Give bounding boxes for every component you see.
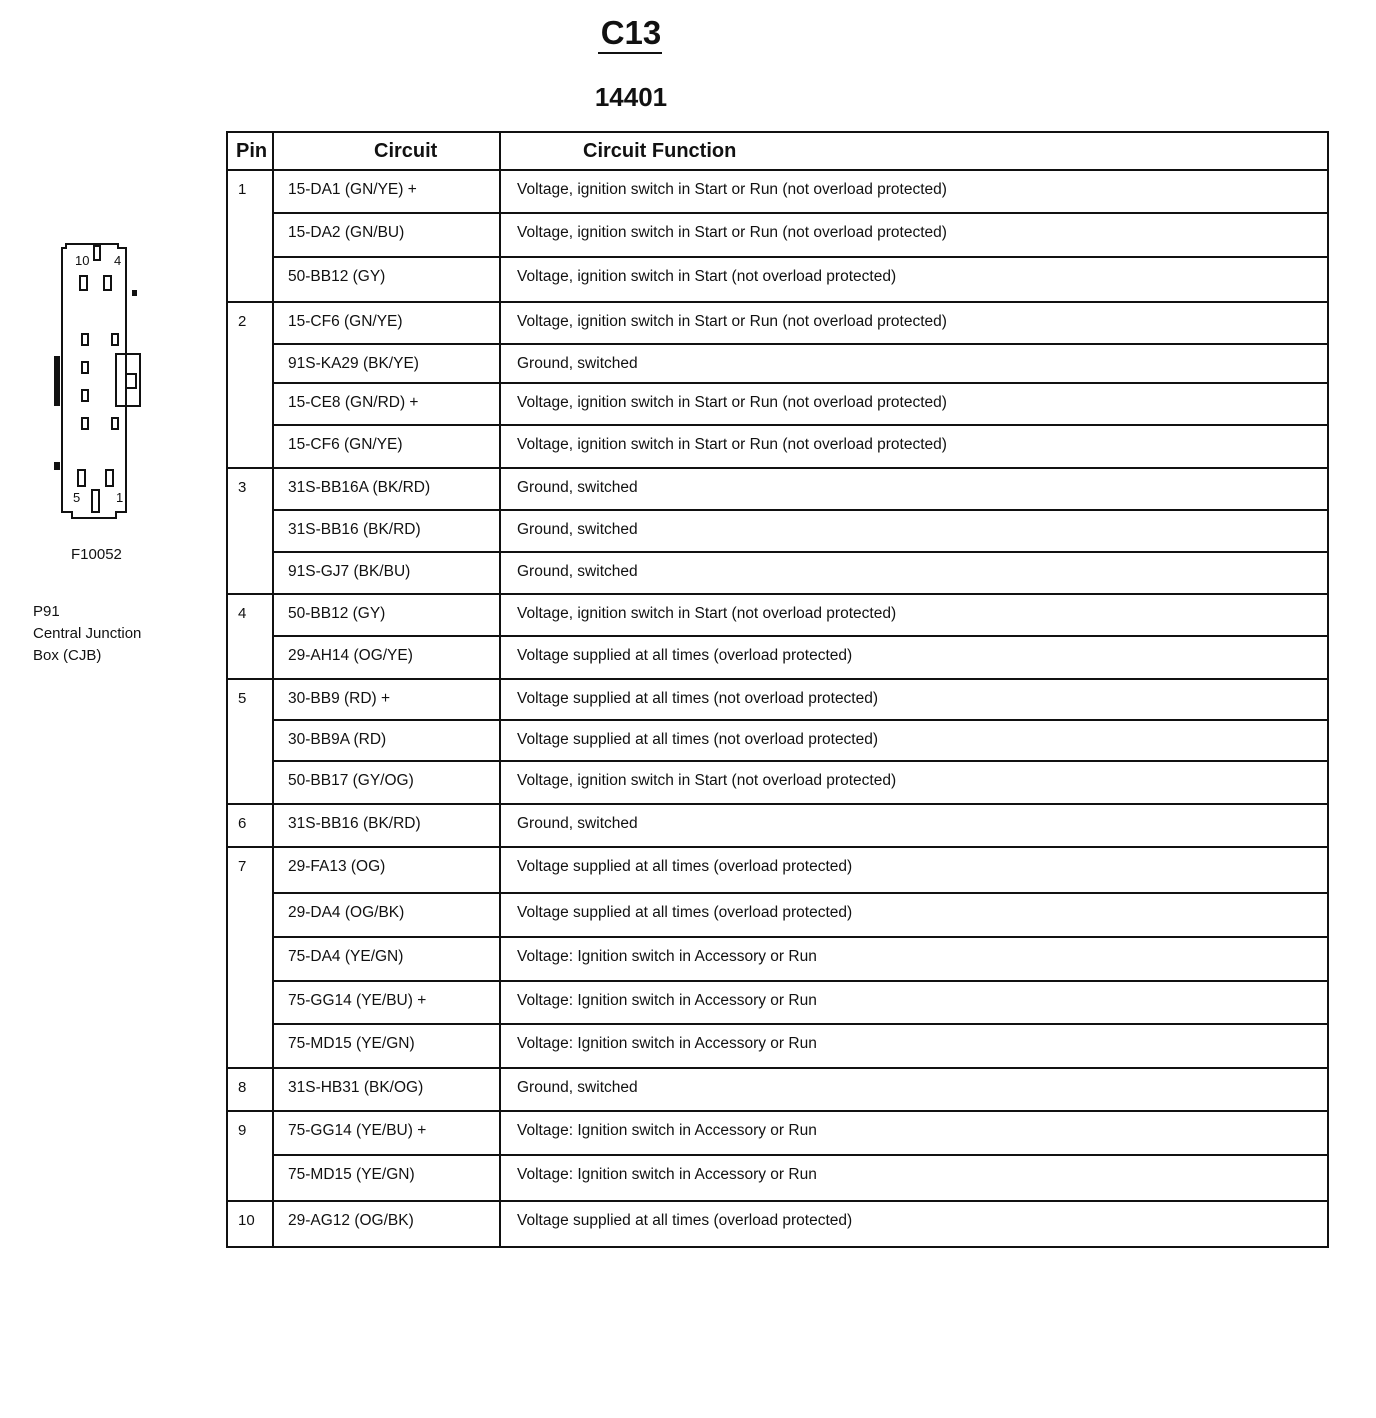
circuit-function-cell: Voltage supplied at all times (overload protected): [500, 893, 1328, 937]
circuit-cell: 75-MD15 (YE/GN): [273, 1155, 500, 1201]
pin-number: 2: [227, 302, 273, 468]
circuit-cell: 15-CE8 (GN/RD) +: [273, 383, 500, 425]
circuit-function-cell: Voltage supplied at all times (not overload protected): [500, 720, 1328, 761]
circuit-function-cell: Voltage, ignition switch in Start (not overload protected): [500, 257, 1328, 302]
table-row: [227, 761, 1328, 804]
circuit-function-cell: Voltage: Ignition switch in Accessory or Run: [500, 1111, 1328, 1155]
circuit-cell: 29-DA4 (OG/BK): [273, 893, 500, 937]
table-row: [227, 893, 1328, 937]
circuit-function-cell: Voltage: Ignition switch in Accessory or Run: [500, 937, 1328, 981]
table-row: [227, 510, 1328, 552]
circuit-cell: 29-AG12 (OG/BK): [273, 1201, 500, 1247]
circuit-function-cell: Ground, switched: [500, 552, 1328, 594]
circuit-cell: 29-AH14 (OG/YE): [273, 636, 500, 679]
pin-label-5: 5: [73, 490, 81, 505]
circuit-cell: 31S-BB16 (BK/RD): [273, 510, 500, 552]
table-row: [227, 425, 1328, 468]
pin-number: 5: [227, 679, 273, 804]
pin-label-1: 1: [116, 490, 124, 505]
table-row: [227, 383, 1328, 425]
circuit-cell: 31S-BB16 (BK/RD): [273, 804, 500, 847]
circuit-cell: 50-BB12 (GY): [273, 594, 500, 636]
table-row: [227, 679, 1328, 720]
circuit-function-cell: Ground, switched: [500, 468, 1328, 510]
circuit-function-cell: Voltage, ignition switch in Start (not overload protected): [500, 761, 1328, 804]
pin-number: 9: [227, 1111, 273, 1201]
connector-description-line: Central Junction: [33, 625, 142, 642]
circuit-function-cell: Voltage supplied at all times (overload protected): [500, 847, 1328, 893]
circuit-cell: 75-MD15 (YE/GN): [273, 1024, 500, 1068]
circuit-function-cell: Ground, switched: [500, 804, 1328, 847]
table-row: [227, 302, 1328, 344]
connector-description: [33, 601, 141, 667]
circuit-cell: 50-BB12 (GY): [273, 257, 500, 302]
table-row: [227, 636, 1328, 679]
circuit-cell: 15-CF6 (GN/YE): [273, 302, 500, 344]
table-row: [227, 552, 1328, 594]
circuit-cell: 91S-KA29 (BK/YE): [273, 344, 500, 383]
table-row: [227, 344, 1328, 383]
table-row: [227, 170, 1328, 213]
table-row: [227, 847, 1328, 893]
table-row: [227, 804, 1328, 847]
circuit-function-cell: Voltage: Ignition switch in Accessory or Run: [500, 981, 1328, 1024]
table-row: [227, 1111, 1328, 1155]
table-row: [227, 213, 1328, 257]
pin-number: 1: [227, 170, 273, 302]
figure-id: F10052: [71, 546, 122, 563]
circuit-cell: 75-GG14 (YE/BU) +: [273, 981, 500, 1024]
table-row: [227, 1024, 1328, 1068]
circuit-function-cell: Ground, switched: [500, 1068, 1328, 1111]
pin-number: 3: [227, 468, 273, 594]
pinout-table: [226, 131, 1329, 1248]
column-header-circuit: Circuit: [273, 132, 500, 170]
circuit-cell: 29-FA13 (OG): [273, 847, 500, 893]
pin-number: 6: [227, 804, 273, 847]
pin-label-4: 4: [114, 253, 122, 268]
column-header-pin: Pin: [227, 132, 273, 170]
pin-number: 4: [227, 594, 273, 679]
table-row: [227, 594, 1328, 636]
connector-face-diagram: [48, 238, 148, 520]
circuit-function-cell: Voltage, ignition switch in Start or Run (not overload protected): [500, 302, 1328, 344]
circuit-cell: 15-CF6 (GN/YE): [273, 425, 500, 468]
table-row: [227, 257, 1328, 302]
circuit-function-cell: Voltage, ignition switch in Start or Run (not overload protected): [500, 170, 1328, 213]
circuit-function-cell: Voltage, ignition switch in Start (not overload protected): [500, 594, 1328, 636]
table-header-row: [227, 132, 1328, 170]
connector-id-title: C13: [600, 14, 662, 51]
pin-number: 8: [227, 1068, 273, 1111]
circuit-cell: 91S-GJ7 (BK/BU): [273, 552, 500, 594]
circuit-function-cell: Voltage, ignition switch in Start or Run (not overload protected): [500, 213, 1328, 257]
circuit-cell: 30-BB9A (RD): [273, 720, 500, 761]
circuit-function-cell: Voltage: Ignition switch in Accessory or Run: [500, 1024, 1328, 1068]
circuit-cell: 75-DA4 (YE/GN): [273, 937, 500, 981]
pin-label-10: 10: [75, 253, 90, 268]
circuit-function-cell: Voltage supplied at all times (not overload protected): [500, 679, 1328, 720]
circuit-function-cell: Ground, switched: [500, 510, 1328, 552]
circuit-cell: 30-BB9 (RD) +: [273, 679, 500, 720]
circuit-cell: 50-BB17 (GY/OG): [273, 761, 500, 804]
circuit-function-cell: Voltage, ignition switch in Start or Run (not overload protected): [500, 425, 1328, 468]
column-header-circuit-function: Circuit Function: [500, 132, 1328, 170]
part-number: 14401: [594, 82, 668, 112]
pin-number: 7: [227, 847, 273, 1068]
table-row: [227, 1201, 1328, 1247]
circuit-function-cell: Voltage: Ignition switch in Accessory or Run: [500, 1155, 1328, 1201]
title-underline: [598, 52, 662, 54]
table-row: [227, 937, 1328, 981]
circuit-cell: 15-DA1 (GN/YE) +: [273, 170, 500, 213]
circuit-cell: 31S-HB31 (BK/OG): [273, 1068, 500, 1111]
connector-description-line: Box (CJB): [33, 647, 102, 664]
table-row: [227, 720, 1328, 761]
circuit-function-cell: Voltage supplied at all times (overload protected): [500, 1201, 1328, 1247]
circuit-cell: 75-GG14 (YE/BU) +: [273, 1111, 500, 1155]
table-row: [227, 981, 1328, 1024]
circuit-function-cell: Voltage, ignition switch in Start or Run (not overload protected): [500, 383, 1328, 425]
circuit-cell: 31S-BB16A (BK/RD): [273, 468, 500, 510]
pin-number: 10: [227, 1201, 273, 1247]
circuit-cell: 15-DA2 (GN/BU): [273, 213, 500, 257]
table-row: [227, 1155, 1328, 1201]
circuit-function-cell: Ground, switched: [500, 344, 1328, 383]
table-row: [227, 468, 1328, 510]
connector-description-line: P91: [33, 603, 60, 620]
circuit-function-cell: Voltage supplied at all times (overload protected): [500, 636, 1328, 679]
table-row: [227, 1068, 1328, 1111]
